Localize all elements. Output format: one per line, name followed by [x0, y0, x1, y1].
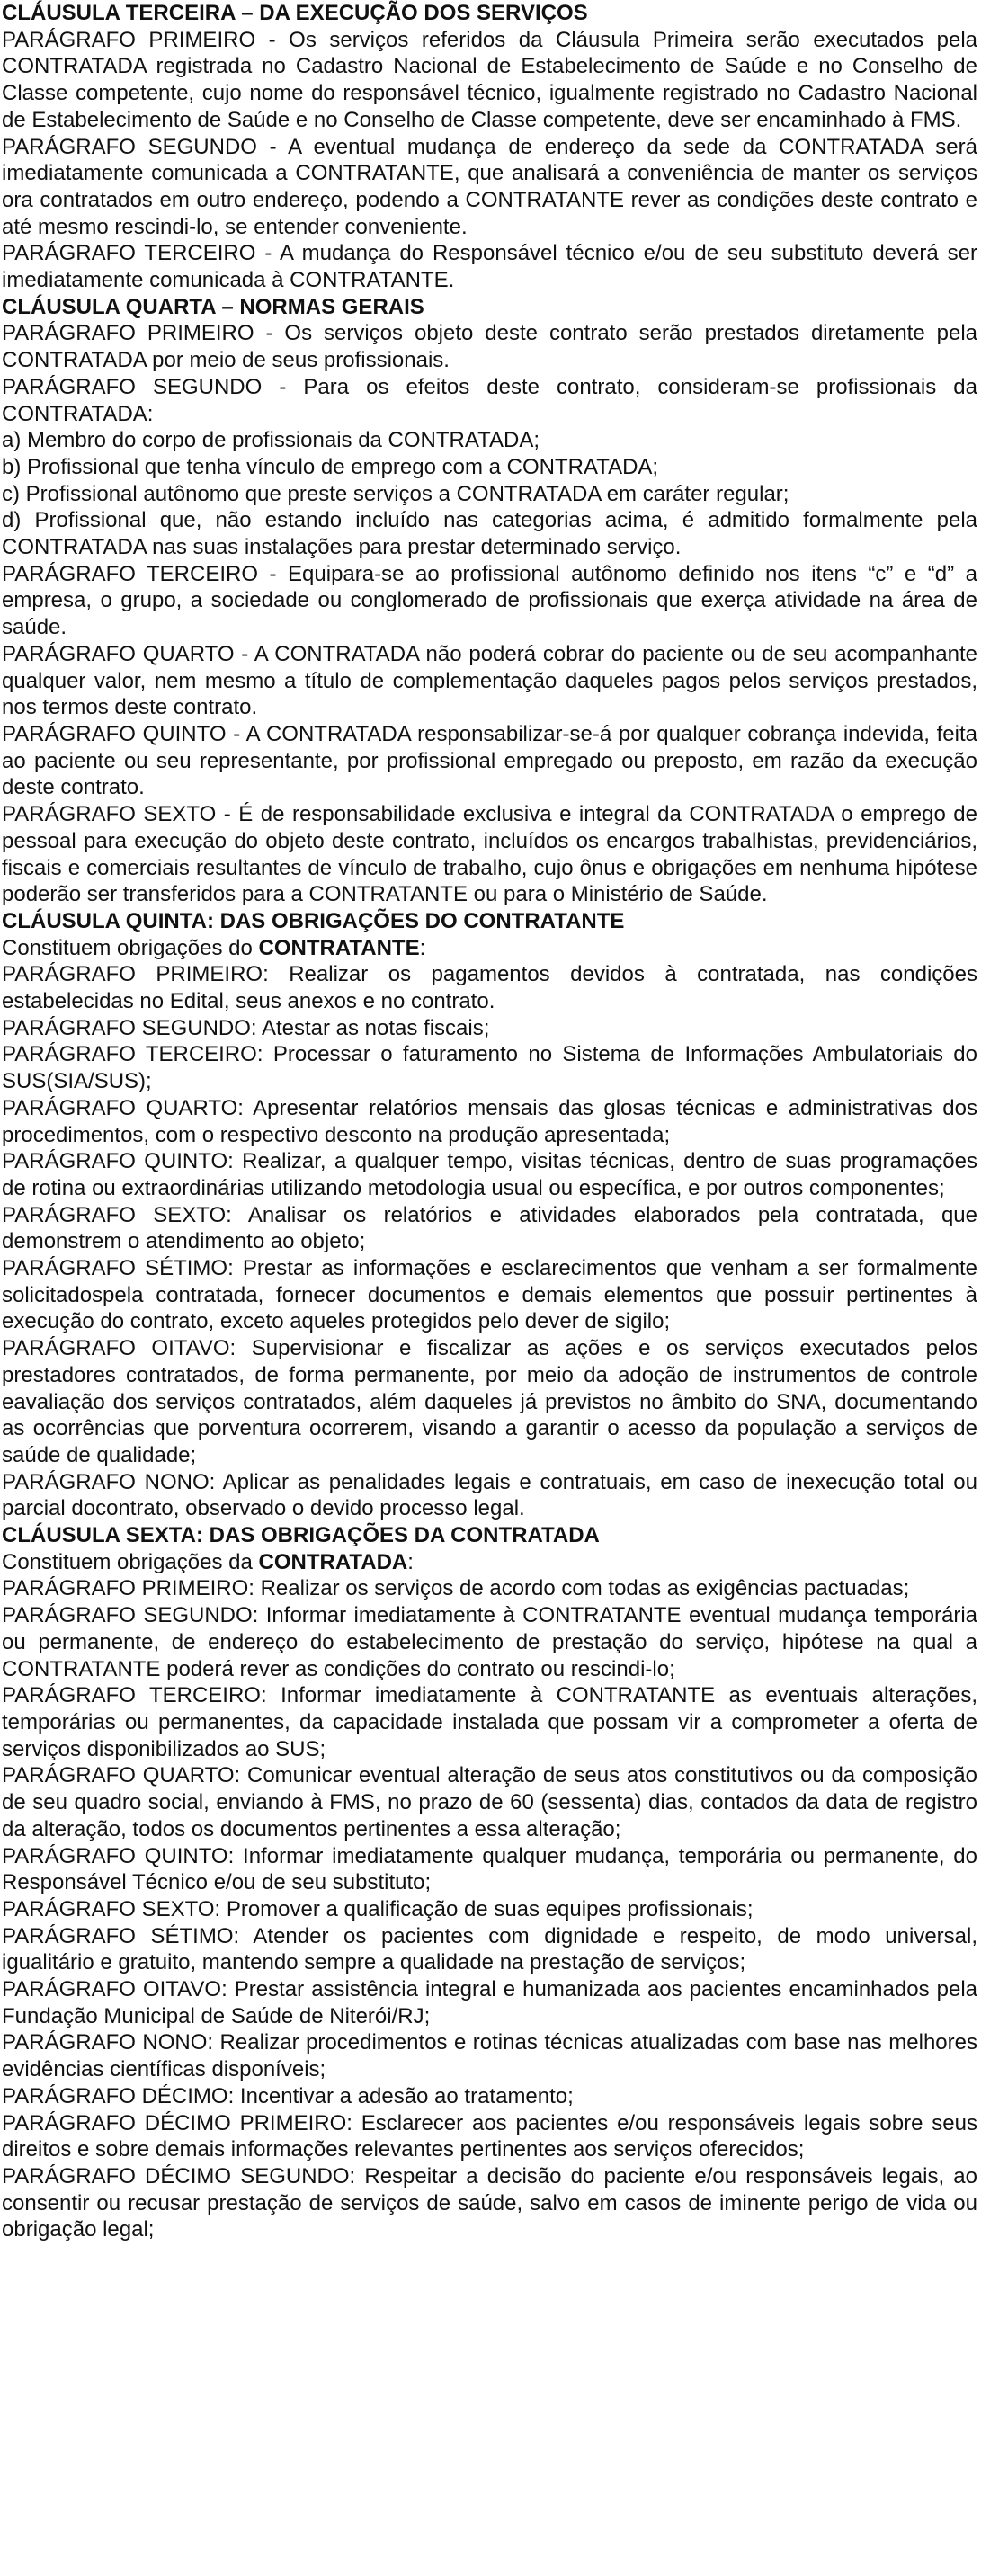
paragraph: PARÁGRAFO OITAVO: Prestar assistência integral e humanizada aos pacientes encaminhados pela Fundação Municipal de Saúde de Niterói/RJ;: [2, 1977, 977, 2028]
paragraph: PARÁGRAFO DÉCIMO: Incentivar a adesão ao tratamento;: [2, 2083, 574, 2108]
intro-party: CONTRATADA: [258, 1549, 408, 1574]
paragraph: PARÁGRAFO NONO: Realizar procedimentos e rotinas técnicas atualizadas com base nas melhores evidências científicas disponíveis;: [2, 2030, 977, 2082]
paragraph: PARÁGRAFO SEGUNDO: Informar imediatamente à CONTRATANTE eventual mudança temporária ou permanente, de endereço do estabelecimento de prestação do serviço, hipótese na qual a CONTRATANTE poderá rever as condições do contrato ou rescindi-lo;: [2, 1603, 977, 1681]
section-intro: [2, 1549, 977, 1576]
paragraph: PARÁGRAFO SEXTO - É de responsabilidade exclusiva e integral da CONTRATADA o emprego de pessoal para execução do objeto deste contrato, incluídos os encargos trabalhistas, previdenciários, fiscais e comerciais resultantes de vínculo de trabalho, cujo ônus e obrigações em nenhuma hipótese poderão ser transferidos para a CONTRATANTE ou para o Ministério de Saúde.: [2, 802, 977, 907]
intro-end: :: [407, 1549, 414, 1574]
paragraph: PARÁGRAFO QUINTO - A CONTRATADA responsabilizar-se-á por qualquer cobrança indevida, feita ao paciente ou seu representante, por profissional empregado ou preposto, em razão da execução deste contrato.: [2, 721, 977, 800]
paragraph: PARÁGRAFO QUINTO: Realizar, a qualquer tempo, visitas técnicas, dentro de suas programações de rotina ou extraordinárias utilizando metodologia usual ou específica, e por outros componentes;: [2, 1149, 977, 1200]
paragraph: PARÁGRAFO QUARTO - A CONTRATADA não poderá cobrar do paciente ou de seu acompanhante qualquer valor, nem mesmo a título de complementação daqueles pagos pelos serviços prestados, nos termos deste contrato.: [2, 641, 977, 720]
paragraph: PARÁGRAFO SEGUNDO - Para os efeitos deste contrato, consideram-se profissionais da CONTRATADA:: [2, 374, 977, 426]
section-heading: CLÁUSULA QUINTA: DAS OBRIGAÇÕES DO CONTRATANTE: [2, 908, 625, 933]
section-heading: CLÁUSULA TERCEIRA – DA EXECUÇÃO DOS SERVIÇOS: [2, 1, 588, 25]
paragraph: PARÁGRAFO DÉCIMO PRIMEIRO: Esclarecer aos pacientes e/ou responsáveis legais sobre seus direitos e sobre demais informações relevantes pertinentes aos serviços oferecidos;: [2, 2110, 977, 2162]
intro-text: Constituem obrigações da: [2, 1549, 259, 1574]
paragraph: PARÁGRAFO PRIMEIRO: Realizar os serviços de acordo com todas as exigências pactuadas;: [2, 1576, 910, 1601]
paragraph: PARÁGRAFO SEXTO: Promover a qualificação de suas equipes profissionais;: [2, 1896, 754, 1921]
section-heading: CLÁUSULA QUARTA – NORMAS GERAIS: [2, 294, 424, 319]
paragraph: PARÁGRAFO DÉCIMO SEGUNDO: Respeitar a decisão do paciente e/ou responsáveis legais, ao consentir ou recusar prestação de serviços de saúde, salvo em casos de iminente perigo de vida ou obrigação legal;: [2, 2163, 977, 2242]
paragraph: PARÁGRAFO PRIMEIRO - Os serviços referidos da Cláusula Primeira serão executados pela CONTRATADA registrada no Cadastro Nacional de Estabelecimento de Saúde e no Conselho de Classe competente, cujo nome do responsável técnico, igualmente registrado no Cadastro Nacional de Estabelecimento de Saúde e no Conselho de Classe competente, deve ser encaminhado à FMS.: [2, 27, 977, 132]
paragraph: PARÁGRAFO PRIMEIRO - Os serviços objeto deste contrato serão prestados diretamente pela CONTRATADA por meio de seus profissionais.: [2, 321, 977, 373]
contract-document: [2, 0, 977, 2243]
intro-party: CONTRATANTE: [258, 935, 420, 960]
paragraph: PARÁGRAFO TERCEIRO: Informar imediatamente à CONTRATANTE as eventuais alterações, temporárias ou permanentes, da capacidade instalada que possam vir a comprometer a oferta de serviços disponibilizados ao SUS;: [2, 1683, 977, 1761]
list-item: d) Profissional que, não estando incluído nas categorias acima, é admitido formalmente pela CONTRATADA nas suas instalações para prestar determinado serviço.: [2, 508, 977, 560]
paragraph: PARÁGRAFO NONO: Aplicar as penalidades legais e contratuais, em caso de inexecução total ou parcial docontrato, observado o devido processo legal.: [2, 1469, 977, 1521]
paragraph: PARÁGRAFO PRIMEIRO: Realizar os pagamentos devidos à contratada, nas condições estabelecidas no Edital, seus anexos e no contrato.: [2, 962, 977, 1014]
paragraph: PARÁGRAFO TERCEIRO - A mudança do Responsável técnico e/ou de seu substituto deverá ser imediatamente comunicada à CONTRATANTE.: [2, 241, 977, 293]
paragraph: PARÁGRAFO SÉTIMO: Prestar as informações e esclarecimentos que venham a ser formalmente solicitadospela contratada, fornecer documentos e demais elementos que possuir pertinentes à execução do contrato, exceto aqueles protegidos pelo dever de sigilo;: [2, 1256, 977, 1334]
section-heading: CLÁUSULA SEXTA: DAS OBRIGAÇÕES DA CONTRATADA: [2, 1523, 600, 1548]
intro-end: :: [419, 935, 426, 960]
paragraph: PARÁGRAFO OITAVO: Supervisionar e fiscalizar as ações e os serviços executados pelos prestadores contratados, de forma permanente, por meio da adoção de instrumentos de controle eavaliação dos serviços contratados, além daqueles já previstos no âmbito do SNA, documentando as ocorrências que porventura ocorrerem, visando a garantir o acesso da população a serviços de saúde de qualidade;: [2, 1336, 977, 1467]
paragraph: PARÁGRAFO TERCEIRO: Processar o faturamento no Sistema de Informações Ambulatoriais do SUS(SIA/SUS);: [2, 1042, 977, 1094]
paragraph: PARÁGRAFO SEXTO: Analisar os relatórios e atividades elaborados pela contratada, que demonstrem o atendimento ao objeto;: [2, 1202, 977, 1254]
paragraph: PARÁGRAFO QUARTO: Comunicar eventual alteração de seus atos constitutivos ou da composição de seu quadro social, enviando à FMS, no prazo de 60 (sessenta) dias, contados da data de registro da alteração, todos os documentos pertinentes a essa alteração;: [2, 1763, 977, 1841]
section-intro: [2, 935, 977, 962]
paragraph: PARÁGRAFO TERCEIRO - Equipara-se ao profissional autônomo definido nos itens “c” e “d” a empresa, o grupo, a sociedade ou conglomerado de profissionais que exerça atividade na área de saúde.: [2, 561, 977, 640]
list-item: b) Profissional que tenha vínculo de emprego com a CONTRATADA;: [2, 454, 659, 479]
paragraph: PARÁGRAFO SEGUNDO: Atestar as notas fiscais;: [2, 1015, 490, 1040]
list-item: c) Profissional autônomo que preste serviços a CONTRATADA em caráter regular;: [2, 481, 789, 506]
paragraph: PARÁGRAFO SEGUNDO - A eventual mudança de endereço da sede da CONTRATADA será imediatamente comunicada a CONTRATANTE, que analisará a conveniência de manter os serviços ora contratados em outro endereço, podendo a CONTRATANTE rever as condições deste contrato e até mesmo rescindi-lo, se entender conveniente.: [2, 134, 977, 239]
intro-text: Constituem obrigações do: [2, 935, 259, 960]
list-item: a) Membro do corpo de profissionais da CONTRATADA;: [2, 428, 540, 453]
paragraph: PARÁGRAFO QUINTO: Informar imediatamente qualquer mudança, temporária ou permanente, do Responsável Técnico e/ou de seu substituto;: [2, 1843, 977, 1895]
paragraph: PARÁGRAFO SÉTIMO: Atender os pacientes com dignidade e respeito, de modo universal, igualitário e gratuito, mantendo sempre a qualidade na prestação de serviços;: [2, 1923, 977, 1975]
paragraph: PARÁGRAFO QUARTO: Apresentar relatórios mensais das glosas técnicas e administrativas dos procedimentos, com o respectivo desconto na produção apresentada;: [2, 1095, 977, 1147]
